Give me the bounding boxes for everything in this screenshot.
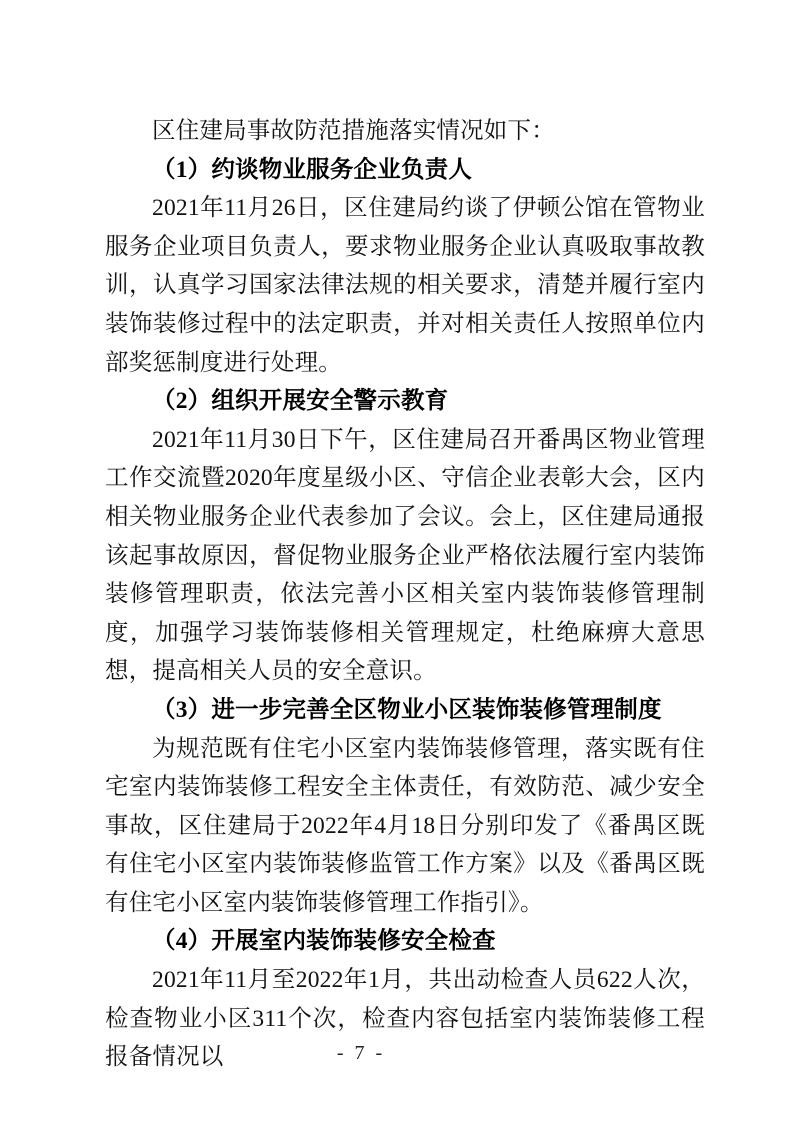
- intro-paragraph: 区住建局事故防范措施落实情况如下：: [152, 118, 555, 144]
- section-heading-3: （3）进一步完善全区物业小区装饰装修管理制度: [152, 696, 662, 723]
- document-body: [105, 112, 705, 1077]
- section-paragraph-4: 2021年11月至2022年1月，共出动检查人员622人次，检查物业小区311个次，检查内容包括室内装饰装修工程报备情况以: [105, 967, 705, 1071]
- section-heading-4: （4）开展室内装饰装修安全检查: [152, 928, 496, 955]
- section-paragraph-2: 2021年11月30日下午，区住建局召开番禺区物业管理工作交流暨2020年度星级小区、守信企业表彰大会，区内相关物业服务企业代表参加了会议。会上，区住建局通报该起事故原因，督促物业服务企业严格依法履行室内装饰装修管理职责，依法完善小区相关室内装饰装修管理制度，加强学习装饰装修相关管理规定，杜绝麻痹大意思想，提高相关人员的安全意识。: [105, 426, 705, 685]
- section-paragraph-1: 2021年11月26日，区住建局约谈了伊顿公馆在管物业服务企业项目负责人，要求物业服务企业认真吸取事故教训，认真学习国家法律法规的相关要求，清楚并履行室内装饰装修过程中的法定职责，并对相关责任人按照单位内部奖惩制度进行处理。: [105, 195, 705, 376]
- section-heading-2: （2）组织开展安全警示教育: [152, 388, 449, 415]
- section-heading-1: （1）约谈物业服务企业负责人: [152, 156, 473, 183]
- section-paragraph-3: 为规范既有住宅小区室内装饰装修管理，落实既有住宅室内装饰装修工程安全主体责任，有效防范、减少安全事故，区住建局于2022年4月18日分别印发了《番禺区既有住宅小区室内装饰装修监管工作方案》以及《番禺区既有住宅小区室内装饰装修管理工作指引》。: [105, 735, 705, 916]
- page-number: - 7 -: [336, 1042, 386, 1064]
